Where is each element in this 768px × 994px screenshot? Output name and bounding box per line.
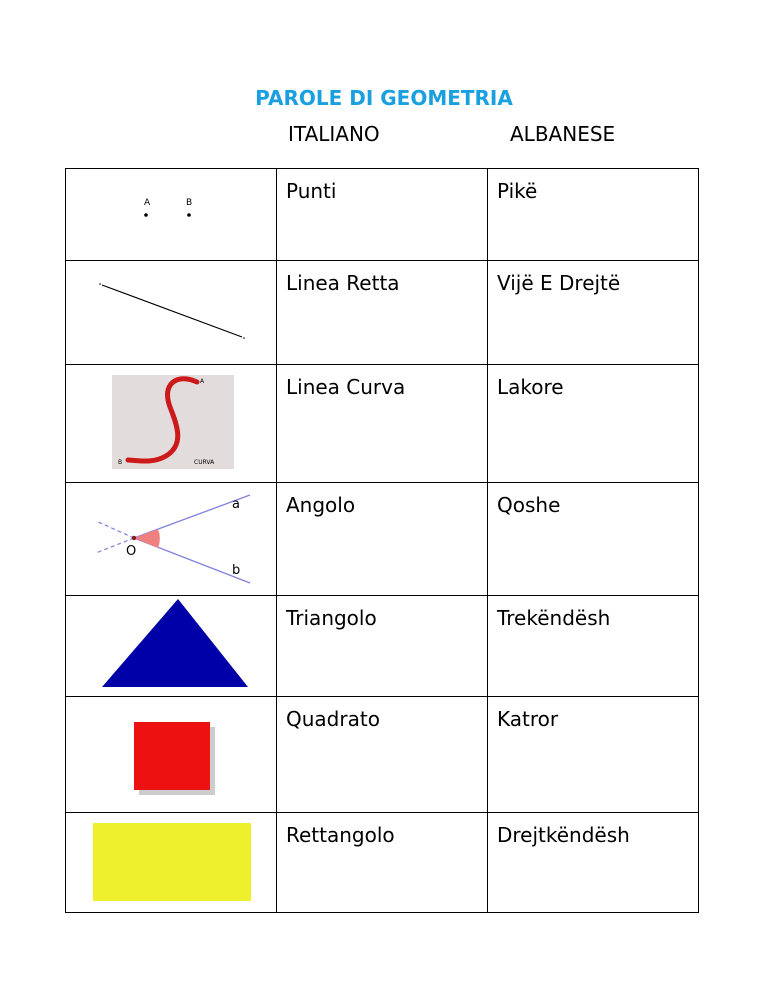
- albanian-word: Vijë E Drejtë: [497, 271, 621, 295]
- point-a: [144, 213, 148, 217]
- vocabulary-table: [65, 168, 699, 913]
- albanian-cell: [488, 596, 699, 697]
- angle-label-a: a: [232, 497, 240, 512]
- italian-word: Linea Curva: [286, 375, 406, 399]
- italian-cell: [277, 483, 488, 596]
- straight-line-icon: [66, 261, 276, 365]
- table-row: [66, 483, 699, 596]
- italian-word: Triangolo: [286, 606, 377, 630]
- italian-cell: [277, 596, 488, 697]
- albanian-word: Drejtkëndësh: [497, 823, 630, 847]
- rectangle-icon: [66, 813, 276, 913]
- italian-cell: [277, 169, 488, 261]
- point-label-b: B: [186, 198, 193, 208]
- italian-cell: [277, 261, 488, 365]
- table-row: [66, 365, 699, 483]
- table-row: [66, 261, 699, 365]
- column-header-albanian: ALBANESE: [510, 122, 616, 146]
- page-title: PAROLE DI GEOMETRIA: [255, 86, 513, 110]
- albanian-cell: [488, 169, 699, 261]
- image-cell: [66, 596, 277, 697]
- italian-word: Punti: [286, 179, 337, 203]
- italian-word: Rettangolo: [286, 823, 395, 847]
- curve-label-b: B: [118, 459, 123, 466]
- italian-cell: [277, 365, 488, 483]
- albanian-cell: [488, 813, 699, 913]
- image-cell: [66, 169, 277, 261]
- table-row: [66, 169, 699, 261]
- albanian-word: Trekëndësh: [497, 606, 611, 630]
- albanian-cell: [488, 697, 699, 813]
- square-icon: [66, 697, 276, 813]
- curve-line-icon: [66, 365, 276, 483]
- table-row: [66, 697, 699, 813]
- albanian-cell: [488, 365, 699, 483]
- albanian-word: Pikë: [497, 179, 538, 203]
- image-cell: [66, 813, 277, 913]
- image-cell: [66, 261, 277, 365]
- italian-word: Angolo: [286, 493, 356, 517]
- image-cell: [66, 365, 277, 483]
- angle-label-b: b: [232, 563, 241, 578]
- albanian-cell: [488, 483, 699, 596]
- angle-icon: [66, 483, 276, 596]
- albanian-word: Qoshe: [497, 493, 561, 517]
- column-header-italian: ITALIANO: [288, 122, 380, 146]
- point-label-a: A: [144, 198, 151, 208]
- italian-word: Quadrato: [286, 707, 380, 731]
- points-icon: [66, 169, 276, 261]
- curve-label-curva: CURVA: [194, 459, 215, 466]
- point-b: [187, 213, 191, 217]
- albanian-cell: [488, 261, 699, 365]
- italian-cell: [277, 813, 488, 913]
- image-cell: [66, 483, 277, 596]
- angle-label-o: O: [126, 544, 137, 559]
- triangle-icon: [66, 596, 276, 697]
- image-cell: [66, 697, 277, 813]
- table-row: [66, 596, 699, 697]
- albanian-word: Lakore: [497, 375, 564, 399]
- curve-label-a: A: [200, 378, 205, 385]
- italian-word: Linea Retta: [286, 271, 400, 295]
- table-row: [66, 813, 699, 913]
- italian-cell: [277, 697, 488, 813]
- albanian-word: Katror: [497, 707, 559, 731]
